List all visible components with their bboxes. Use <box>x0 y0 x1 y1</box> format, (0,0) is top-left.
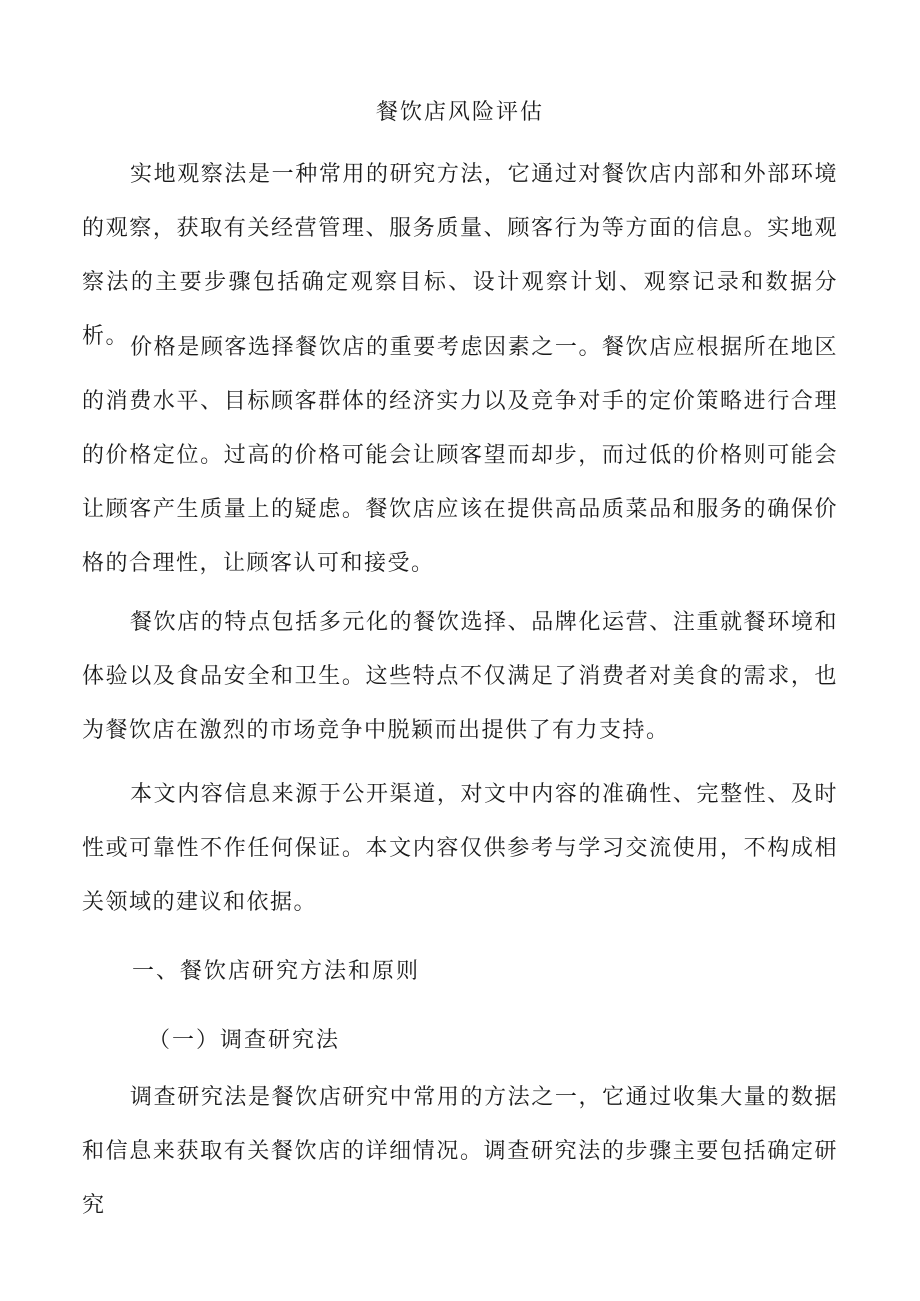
section-heading: 一、餐饮店研究方法和原则 <box>132 959 421 984</box>
paragraph-disclaimer: 本文内容信息来源于公开渠道，对文中内容的准确性、完整性、及时性或可靠性不作任何保证。本文内容仅供参考与学习交流使用，不构成相关领域的建议和依据。 <box>82 782 838 915</box>
document-title: 餐饮店风险评估 <box>375 100 544 125</box>
paragraph-features: 餐饮店的特点包括多元化的餐饮选择、品牌化运营、注重就餐环境和体验以及食品安全和卫生。这些特点不仅满足了消费者对美食的需求，也为餐饮店在激烈的市场竞争中脱颖而出提供了有力支持。 <box>82 610 838 743</box>
paragraph-pricing: 价格是顾客选择餐饮店的重要考虑因素之一。餐饮店应根据所在地区的消费水平、目标顾客群体的经济实力以及竞争对手的定价策略进行合理的价格定位。过高的价格可能会让顾客望而却步，而过低的价格则可能会让顾客产生质量上的疑虑。餐饮店应该在提供高品质菜品和服务的确保价格的合理性，让顾客认可和接受。 <box>82 335 838 576</box>
paragraph-observation-method: 实地观察法是一种常用的研究方法，它通过对餐饮店内部和外部环境的观察，获取有关经营管理、服务质量、顾客行为等方面的信息。实地观察法的主要步骤包括确定观察目标、设计观察计划、观察记录和数据分析。 <box>82 162 838 349</box>
paragraph-survey-method: 调查研究法是餐饮店研究中常用的方法之一，它通过收集大量的数据和信息来获取有关餐饮店的详细情况。调查研究法的步骤主要包括确定研究 <box>82 1085 838 1218</box>
subsection-heading: （一）调查研究法 <box>148 1028 341 1053</box>
